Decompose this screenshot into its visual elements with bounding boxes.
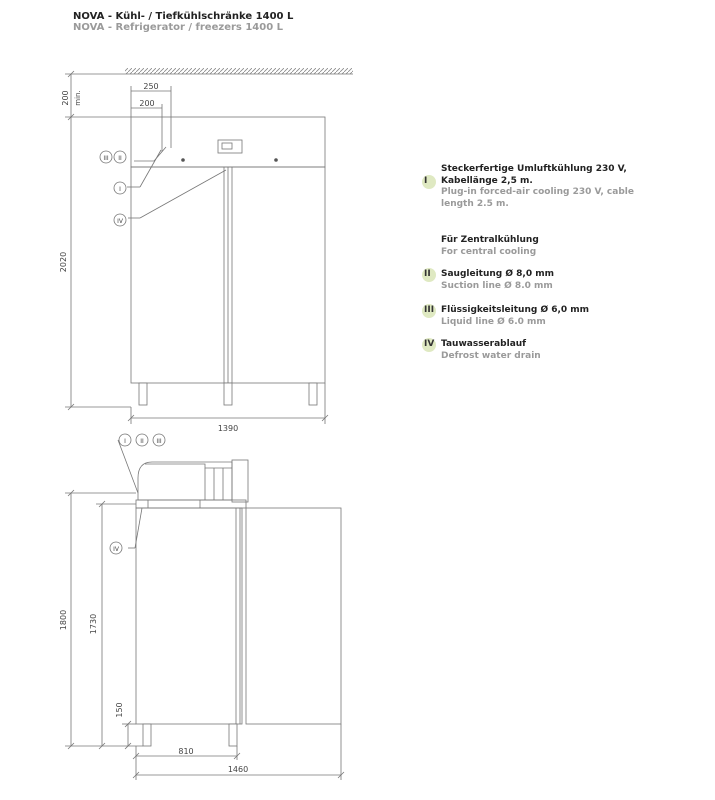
callout-ii-side (136, 434, 148, 446)
indicator-right (274, 158, 278, 162)
side-body (136, 508, 242, 724)
callout-iv-front (114, 214, 126, 226)
dim-height-2020: 2020 (59, 251, 68, 273)
title-german: NOVA - Kühl- / Tiefkühlschränke 1400 L (73, 11, 294, 22)
dim-200: 200 (139, 99, 155, 108)
dim-clearance: 200 (61, 90, 70, 106)
svg-text:II: II (118, 155, 122, 162)
title-english: NOVA - Refrigerator / freezers 1400 L (73, 22, 284, 33)
callout-i-front (114, 182, 126, 194)
svg-text:II: II (140, 438, 144, 445)
ceiling-hatch (125, 68, 353, 74)
svg-text:III: III (103, 155, 109, 162)
dim-clearance-min: min. (74, 90, 82, 106)
foot-right (309, 383, 317, 405)
side-foot-left (143, 724, 151, 746)
legend-num-iv: IV (424, 339, 435, 349)
svg-text:I: I (119, 186, 121, 193)
door-swing (246, 508, 341, 724)
indicator-left (181, 158, 185, 162)
display-screen (222, 143, 232, 149)
top-plate (136, 500, 246, 508)
callout-i-side (119, 434, 131, 446)
legend-text-ii: Saugleitung Ø 8,0 mm Suction line Ø 8.0 mm (441, 269, 554, 291)
dim-depth-810: 810 (178, 747, 194, 756)
svg-text:IV: IV (113, 546, 119, 553)
svg-text:I: I (124, 438, 126, 445)
foot-center (224, 383, 232, 405)
dim-width-1390: 1390 (217, 424, 239, 433)
legend-text-iv: Tauwasserablauf Defrost water drain (441, 339, 541, 361)
callout-iv-side (110, 542, 122, 554)
svg-text:III: III (156, 438, 162, 445)
unit-housing (232, 460, 248, 502)
svg-text:IV: IV (117, 218, 123, 225)
legend-num-iii: III (424, 305, 435, 315)
legend-text-i: Steckerfertige Umluftkühlung 230 V, Kabellänge 2,5 m. Plug-in forced-air cooling 230 V, cable length 2.5 m. (441, 164, 634, 209)
side-view (65, 440, 344, 780)
legend-num-ii: II (424, 269, 431, 279)
legend-text-iii: Flüssigkeitsleitung Ø 6,0 mm Liquid line Ø 6.0 mm (441, 305, 590, 327)
foot-left (139, 383, 147, 405)
dim-height-1800: 1800 (59, 609, 68, 631)
dim-250: 250 (143, 82, 159, 91)
dim-depth-1460: 1460 (227, 765, 249, 774)
legend-num-i: I (424, 176, 428, 186)
callout-iii-side (153, 434, 165, 446)
dim-height-1730: 1730 (89, 613, 98, 635)
front-view (65, 68, 353, 424)
callout-iii-front (100, 151, 112, 163)
side-foot-right (229, 724, 237, 746)
dim-feet-150: 150 (115, 702, 124, 718)
legend-text-central: Für Zentralkühlung For central cooling (441, 235, 539, 257)
callout-ii-front (114, 151, 126, 163)
